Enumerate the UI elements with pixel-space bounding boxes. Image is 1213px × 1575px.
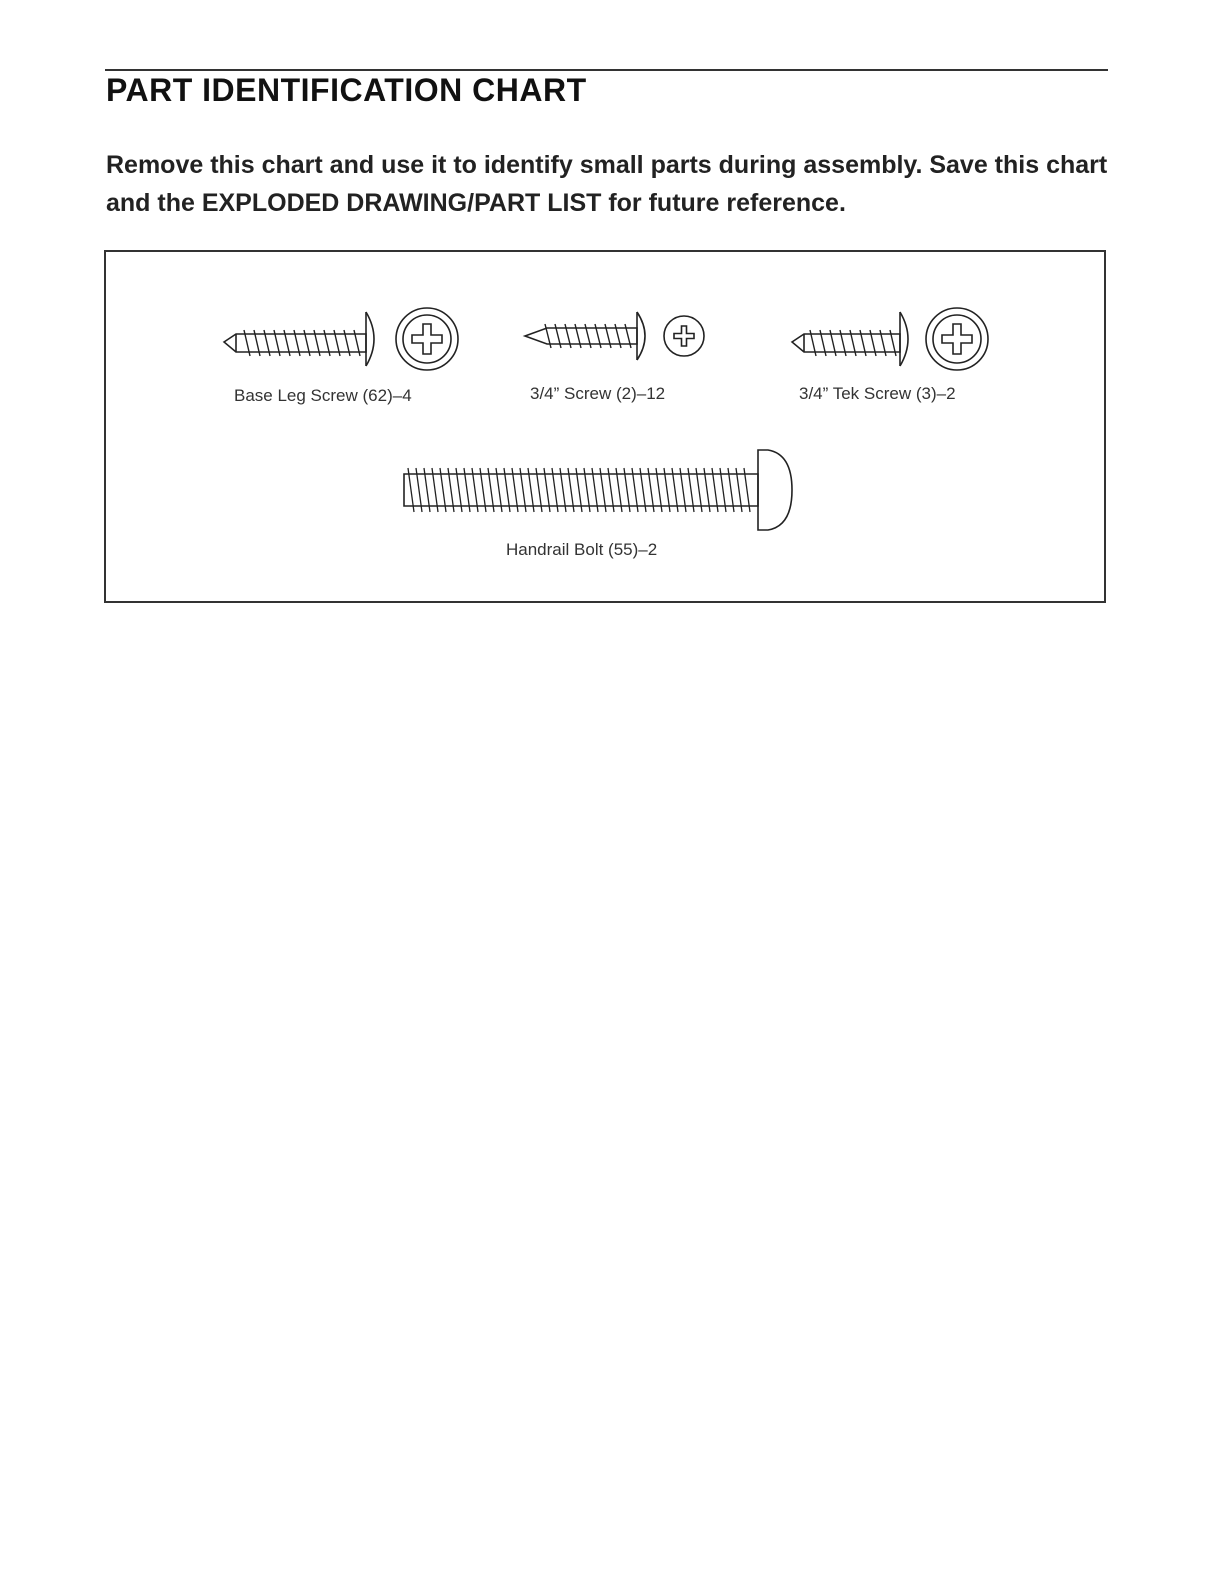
tek-screw-with-washer-icon — [216, 304, 376, 374]
parts-chart-box — [104, 250, 1106, 603]
part-label: 3/4” Tek Screw (3)–2 — [799, 384, 956, 403]
screw-head-washer-icon — [924, 306, 990, 372]
pointed-screw-icon — [521, 308, 651, 364]
page-title: PART IDENTIFICATION CHART — [106, 72, 587, 108]
tek-screw-with-washer-icon — [786, 304, 916, 374]
part-label: 3/4” Screw (2)–12 — [530, 384, 666, 403]
part-label: Handrail Bolt (55)–2 — [506, 540, 658, 559]
bolt-icon — [398, 444, 798, 536]
part-label: Base Leg Screw (62)–4 — [234, 386, 412, 405]
screw-head-washer-icon — [394, 306, 460, 372]
top-rule — [105, 69, 1108, 71]
intro-text: Remove this chart and use it to identify small parts during assembly. Save this chart and the EXPLODED DRAWING/PART LIST for future reference. — [106, 151, 1108, 217]
screw-head-icon — [662, 314, 706, 358]
